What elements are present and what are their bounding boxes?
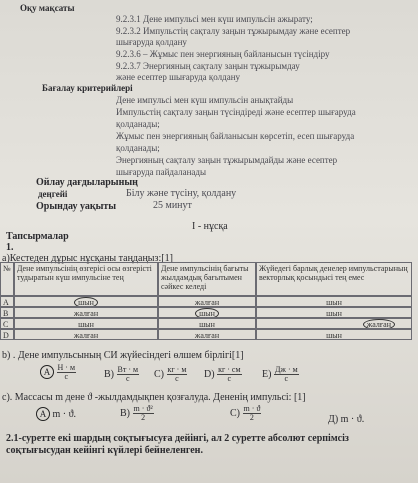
marked-answer: жалған [363, 319, 395, 329]
option-c-d: Д) m · ϑ. [328, 414, 365, 425]
table-row-label: A [0, 296, 14, 307]
table-cell: шын [158, 318, 256, 329]
objective-line: 9.2.3.6 – Жұмыс пен энергияның байланысын түсіндіру [116, 49, 330, 59]
criteria-line: Дене импульсі мен күш импульсін анықтайды [116, 95, 294, 105]
table-row-label: B [0, 307, 14, 318]
criteria-label: Бағалау критерийлері [42, 83, 133, 93]
objective-line: 9.2.3.7 Энергияның сақталу заңын тұжырымдау [116, 61, 300, 71]
task-part-b: b) . Дене импульсының СИ жүйесіндегі өлшем бірлігі[1] [2, 350, 244, 361]
criteria-line: шығаруда пайдаланады [116, 167, 207, 177]
unit-fraction: $\frac{Н \cdot м}{с}$ [57, 363, 76, 381]
selected-option: A [36, 407, 50, 421]
table-cell [256, 318, 412, 329]
objectives-label: Оқу мақсаты [20, 3, 75, 13]
table-header-cell: Дене импульсінің өзгерісі осы өзгерісті тудыратын күш импульсіне тең [14, 262, 158, 296]
task-part-a: а)Кестеден дұрыс нұсқаны таңдаңыз:[1] [2, 253, 173, 264]
table-cell: жалған [158, 329, 256, 340]
task-part-c: с). Массасы m дене ϑ -жылдамдықпен қозғалуда. Дененің импульсі: [1] [2, 392, 306, 403]
criteria-line: қолданады; [116, 119, 160, 129]
table-header-cell: Жүйедегі барлық денелер импульстарының векторлық қосындысі тең емес [256, 262, 412, 296]
option-c-c: C) $\frac{m \cdot ϑ}{2}$ [230, 404, 261, 422]
option-b-a [40, 364, 76, 381]
tasks-title: Тапсырмалар [6, 231, 69, 242]
objective-line: 9.2.3.2 Импульстің сақталу заңын тұжырымдау және есептер [116, 26, 351, 36]
marked-answer: шын [195, 308, 219, 318]
skills-label-2: деңгейі [38, 189, 68, 199]
objective-line: 9.2.3.1 Дене импульсі мен күш импульсін ажырату; [116, 14, 313, 24]
criteria-line: Энергияның сақталу заңын тұжырымдайды және есептер [116, 155, 338, 165]
option-b-d: D) $\frac{кг \cdot см}{с}$ [204, 365, 241, 383]
unit-fraction: $\frac{кг \cdot см}{с}$ [218, 365, 241, 383]
formula-fraction: $\frac{\text{m · ϑ²}}{2}$ [133, 404, 153, 422]
option-b-c: C) $\frac{кг \cdot м}{с}$ [154, 365, 187, 383]
option-c-b: B) $\frac{\text{m · ϑ²}}{2}$ [120, 404, 153, 422]
option-b-b: B) $\frac{Вт \cdot м}{с}$ [104, 365, 139, 383]
table-cell: шын [256, 307, 412, 318]
objective-line: және есептер шығаруда қолдану [116, 72, 241, 82]
table-cell: жалған [158, 296, 256, 307]
table-header-cell: Дене импульсінің бағыты жылдамдық бағытымен сәйкес келеді [158, 262, 256, 296]
option-b-e: E) $\frac{Дж \cdot м}{с}$ [262, 365, 298, 383]
unit-fraction: $\frac{Дж \cdot м}{с}$ [274, 365, 298, 383]
table-cell: шын [256, 329, 412, 340]
time-value: 25 минут [153, 200, 192, 211]
skills-label: Ойлау дағдыларының [36, 177, 138, 188]
table-cell [14, 296, 158, 307]
table-cell [158, 307, 256, 318]
table-row-label: D [0, 329, 14, 340]
task2-text: соқтығысудан кейінгі күйлері бейнеленген. [6, 445, 203, 456]
formula-fraction: $\frac{m \cdot ϑ}{2}$ [243, 404, 261, 422]
marked-answer: шын [74, 297, 98, 307]
skills-value: Білу және түсіну, қолдану [126, 188, 237, 199]
table-row-label: C [0, 318, 14, 329]
unit-fraction: $\frac{Вт \cdot м}{с}$ [117, 365, 139, 383]
objective-line: шығаруда қолдану [116, 37, 187, 47]
table-cell: шын [14, 318, 158, 329]
variant-title: I - нұсқа [192, 221, 228, 232]
criteria-line: қолданады; [116, 143, 160, 153]
table-cell: жалған [14, 307, 158, 318]
task-number: 1. [6, 242, 14, 253]
criteria-line: Импульстің сақталу заңын түсіндіреді және есептер шығаруда [116, 107, 356, 117]
table-cell: жалған [14, 329, 158, 340]
table-header-cell: № [0, 262, 14, 296]
unit-fraction: $\frac{кг \cdot м}{с}$ [167, 365, 187, 383]
selected-option: A [40, 365, 54, 379]
criteria-line: Жұмыс пен энергияның байланысын көрсетіп, есеп шығаруда [116, 131, 355, 141]
table-cell: шын [256, 296, 412, 307]
task2-text: 2.1-суретте екі шардың соқтығысуға дейінгі, ал 2 суретте абсолют серпімсіз [6, 433, 349, 444]
option-c-a: A m · ϑ. [36, 407, 76, 421]
time-label: Орындау уақыты [36, 201, 117, 212]
